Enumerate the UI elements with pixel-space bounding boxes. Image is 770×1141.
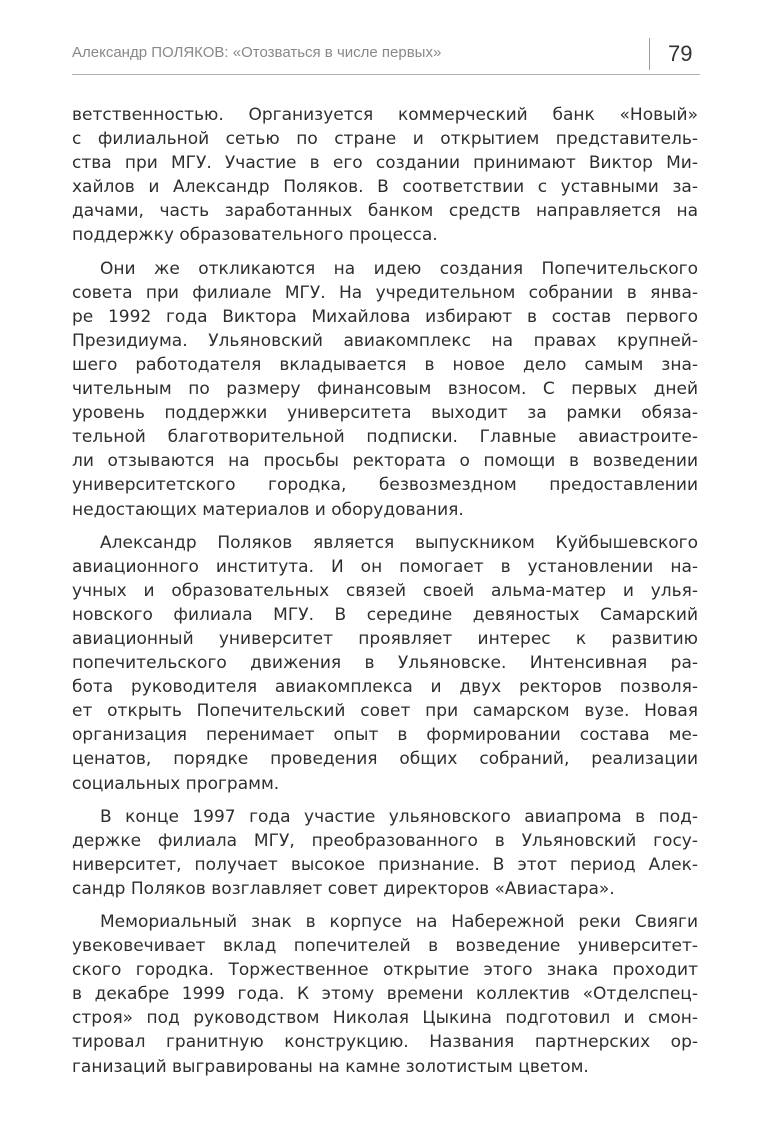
text-line: ценатов, порядке проведения общих собраний, реализации [72,749,698,770]
text-line: с филиальной сетью по стране и открытием представитель- [72,129,698,150]
text-line: дачами, часть заработанных банком средств направляется на [72,201,698,222]
header-rule [72,74,700,75]
text-line: бота руководителя авиакомплекса и двух ректоров позволя- [72,677,698,698]
text-line: недостающих материалов и оборудования. [72,499,464,520]
text-line: ского городка. Торжественное открытие этого знака проходит [72,960,698,981]
body-text [72,103,698,1079]
text-line: ниверситет, получает высокое признание. В этот период Алек- [72,854,698,875]
text-line: ства при МГУ. Участие в его создании принимают Виктор Ми- [72,153,698,174]
text-line: ли отзываются на просьбы ректората о помощи в возведении [72,451,698,472]
text-line: учных и образовательных связей своей альма-матер и улья- [72,580,698,601]
text-line: Они же откликаются на идею создания Попечительского [100,258,698,279]
text-line: авиационного института. И он помогает в установлении на- [72,556,698,577]
text-line: тировал гранитную конструкцию. Названия партнерских ор- [72,1032,698,1053]
text-line: шего работодателя вкладывается в новое дело самым зна- [72,354,698,375]
running-header [72,34,700,74]
text-line: строя» под руководством Николая Цыкина подготовил и смон- [72,1008,698,1029]
paragraph [72,531,698,796]
text-line: организация перенимает опыт в формировании состава ме- [72,725,698,746]
text-line: ет открыть Попечительский совет при самарском вузе. Новая [72,701,698,722]
text-line: Мемориальный знак в корпусе на Набережной реки Свияги [100,912,698,932]
text-line: ганизаций выгравированы на камне золотистым цветом. [72,1056,589,1077]
text-line: уровень поддержки университета выходит за рамки обяза- [72,403,698,424]
text-line: социальных программ. [72,773,280,794]
header-divider [649,38,650,70]
paragraph [72,805,698,901]
text-line: Президиума. Ульяновский авиакомплекс на правах крупней- [72,330,698,351]
text-line: увековечивает вклад попечителей в возведение университет- [72,936,698,957]
running-header-title: Александр ПОЛЯКОВ: «Отозваться в числе первых» [72,44,442,61]
paragraph [72,257,698,522]
text-line: тельной благотворительной подписки. Главные авиастроите- [72,427,698,448]
text-line: В конце 1997 года участие ульяновского авиапрома в под- [100,806,698,827]
paragraph [72,103,698,248]
text-line: чительным по размеру финансовым взносом. С первых дней [72,379,698,400]
page-number: 79 [668,41,693,66]
text-line: Александр Поляков является выпускником Куйбышевского [100,532,698,553]
text-line: новского филиала МГУ. В середине девяностых Самарский [72,604,698,625]
text-line: поддержку образовательного процесса. [72,225,438,246]
text-line: ре 1992 года Виктора Михайлова избирают в состав первого [72,306,698,327]
text-line: хайлов и Александр Поляков. В соответствии с уставными за- [72,177,698,198]
paragraph [72,910,698,1079]
text-line: ветственностью. Организуется коммерческий банк «Новый» [72,105,698,125]
text-line: попечительского движения в Ульяновске. Интенсивная ра- [72,653,698,674]
text-line: в декабре 1999 года. К этому времени коллектив «Отделспец- [72,984,698,1005]
text-line: авиационный университет проявляет интерес к развитию [72,628,698,649]
text-line: держке филиала МГУ, преобразованного в Ульяновский госу- [72,830,698,851]
text-line: университетского городка, безвозмездном предоставлении [72,475,698,496]
text-line: сандр Поляков возглавляет совет директоров «Авиастара». [72,878,615,899]
text-line: совета при филиале МГУ. На учредительном собрании в янва- [72,282,698,303]
